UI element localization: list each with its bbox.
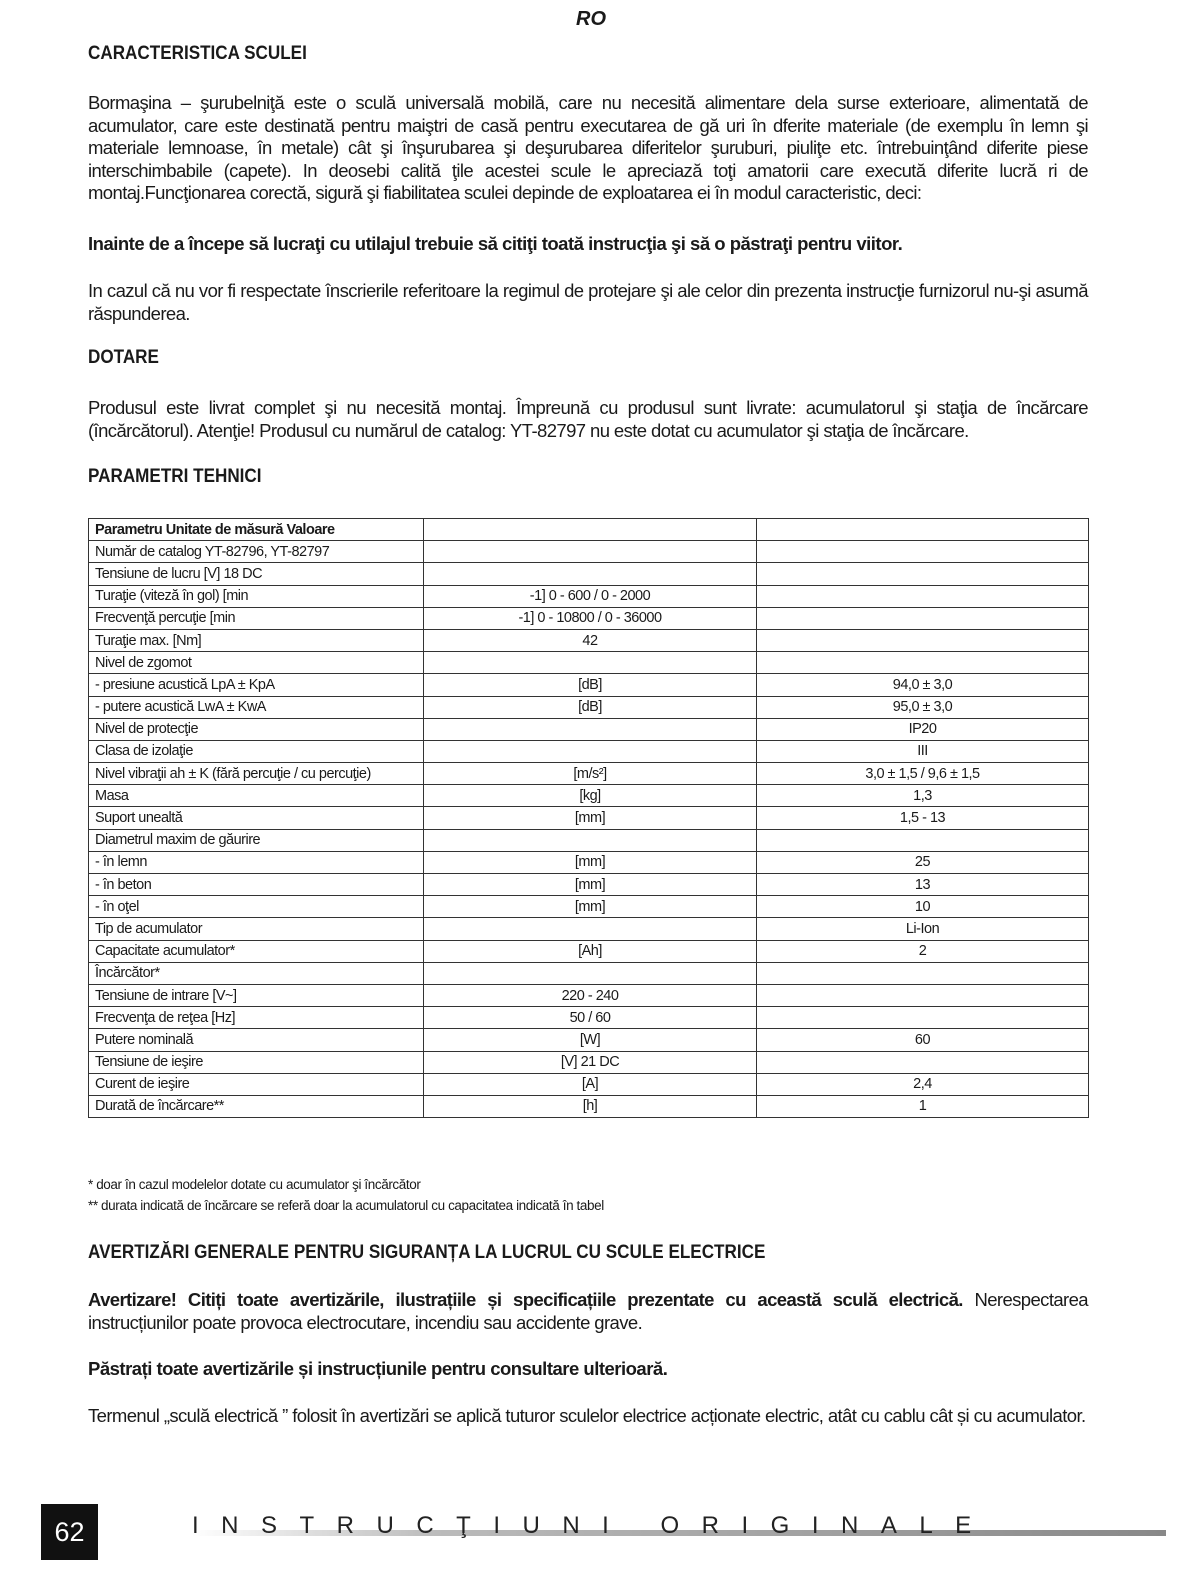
- param-unit-cell: [mm]: [424, 807, 757, 829]
- param-unit-cell: [m/s²]: [424, 763, 757, 785]
- table-row: [89, 652, 1089, 674]
- footnote-accumulator: * doar în cazul modelelor dotate cu acumulator şi încărcător: [88, 1177, 421, 1192]
- param-value-cell: 95,0 ± 3,0: [757, 696, 1089, 718]
- footnote-charging-time: ** durata indicată de încărcare se referă doar la acumulatorul cu capacitatea indicată în tabel: [88, 1198, 604, 1213]
- table-row: [89, 807, 1089, 829]
- param-unit-cell: [424, 962, 757, 984]
- param-value-cell: 1: [757, 1095, 1089, 1117]
- param-name-cell: - putere acustică LwA ± KwA: [89, 696, 424, 718]
- param-value-cell: [757, 519, 1089, 541]
- param-value-cell: [757, 563, 1089, 585]
- param-value-cell: [757, 541, 1089, 563]
- param-value-cell: 94,0 ± 3,0: [757, 674, 1089, 696]
- param-value-cell: 10: [757, 896, 1089, 918]
- param-unit-cell: [Ah]: [424, 940, 757, 962]
- table-row: [89, 674, 1089, 696]
- param-name-cell: Masa: [89, 785, 424, 807]
- language-code: RO: [576, 8, 606, 30]
- param-value-cell: 3,0 ± 1,5 / 9,6 ± 1,5: [757, 763, 1089, 785]
- param-value-cell: [757, 1007, 1089, 1029]
- param-unit-cell: [V] 21 DC: [424, 1051, 757, 1073]
- param-unit-cell: [mm]: [424, 874, 757, 896]
- term-definition-paragraph: Termenul „sculă electrică ” folosit în avertizări se aplică tuturor sculelor electrice acționate electric, atât cu cablu cât și cu acumulator.: [88, 1405, 1086, 1426]
- table-row: [89, 984, 1089, 1006]
- param-value-cell: [757, 629, 1089, 651]
- param-unit-cell: -1] 0 - 600 / 0 - 2000: [424, 585, 757, 607]
- param-value-cell: 13: [757, 874, 1089, 896]
- param-value-cell: [757, 984, 1089, 1006]
- param-value-cell: [757, 1051, 1089, 1073]
- param-name-cell: Tensiune de intrare [V~]: [89, 984, 424, 1006]
- param-name-cell: Capacitate acumulator*: [89, 940, 424, 962]
- table-row: [89, 918, 1089, 940]
- param-value-cell: 1,3: [757, 785, 1089, 807]
- table-row: [89, 519, 1089, 541]
- param-value-cell: IP20: [757, 718, 1089, 740]
- liability-paragraph: In cazul că nu vor fi respectate înscrierile referitoare la regimul de protejare şi ale celor din prezenta instrucţie furnizorul nu-şi asumă răspunderea.: [88, 280, 1088, 324]
- equipment-paragraph: Produsul este livrat complet şi nu necesită montaj. Împreună cu produsul sunt livrate: acumulatorul şi staţia de încărcare (încărcătorul). Atenţie! Produsul cu numărul de catalog: YT-82797 nu este dotat cu acumulator şi staţia de încărcare.: [88, 397, 1088, 441]
- table-row: [89, 1095, 1089, 1117]
- param-name-cell: Nivel de protecţie: [89, 718, 424, 740]
- param-name-cell: Încărcător*: [89, 962, 424, 984]
- param-value-cell: [757, 607, 1089, 629]
- table-row: [89, 696, 1089, 718]
- param-name-cell: Suport unealtă: [89, 807, 424, 829]
- param-name-cell: Număr de catalog YT-82796, YT-82797: [89, 541, 424, 563]
- param-unit-cell: [dB]: [424, 674, 757, 696]
- technical-parameters-table: [88, 518, 1089, 1118]
- table-row: [89, 763, 1089, 785]
- param-value-cell: [757, 585, 1089, 607]
- table-row: [89, 874, 1089, 896]
- table-row: [89, 740, 1089, 762]
- table-row: [89, 541, 1089, 563]
- param-unit-cell: [h]: [424, 1095, 757, 1117]
- footer-title: INSTRUCŢIUNI ORIGINALE: [192, 1512, 994, 1539]
- equipment-heading: DOTARE: [88, 347, 159, 368]
- param-unit-cell: [424, 740, 757, 762]
- param-name-cell: Tensiune de lucru [V] 18 DC: [89, 563, 424, 585]
- param-value-cell: 2,4: [757, 1073, 1089, 1095]
- param-unit-cell: -1] 0 - 10800 / 0 - 36000: [424, 607, 757, 629]
- table-row: [89, 1007, 1089, 1029]
- table-row: [89, 851, 1089, 873]
- safety-warning-paragraph: [88, 1289, 1088, 1334]
- param-unit-cell: [424, 563, 757, 585]
- characteristics-paragraph: Bormaşina – şurubelniţă este o sculă universală mobilă, care nu necesită alimentare dela surse exterioare, alimentată de acumulator, care este destinată pentru maiştri de casă pentru executarea de gă uri în dferite materiale (de exemplu în lemn şi materiale lemnoase, în metale) cât şi înşurubarea şi deşurubarea diferitelor şuruburi, piuliţe etc. întrebuinţând diferite piese interschimbabile (capete). In deosebi calită ţile acestei scule le apreciază toţi amatorii care execută diferite lucră ri de montaj.Funcţionarea corectă, sigură şi fiabilitatea sculei depinde de exploatarea ei în modul caracteristic, deci:: [88, 92, 1088, 203]
- param-name-cell: Nivel vibraţii ah ± K (fără percuţie / cu percuţie): [89, 763, 424, 785]
- param-name-cell: Tip de acumulator: [89, 918, 424, 940]
- table-row: [89, 607, 1089, 629]
- param-name-cell: Frecvenţa de reţea [Hz]: [89, 1007, 424, 1029]
- param-unit-cell: [mm]: [424, 896, 757, 918]
- param-value-cell: 1,5 - 13: [757, 807, 1089, 829]
- param-name-cell: Tensiune de ieşire: [89, 1051, 424, 1073]
- param-unit-cell: 220 - 240: [424, 984, 757, 1006]
- param-name-cell: Turaţie (viteză în gol) [min: [89, 585, 424, 607]
- param-unit-cell: [424, 519, 757, 541]
- technical-parameters-heading: PARAMETRI TEHNICI: [88, 466, 262, 487]
- param-name-cell: Turaţie max. [Nm]: [89, 629, 424, 651]
- param-name-cell: Putere nominală: [89, 1029, 424, 1051]
- table-row: [89, 785, 1089, 807]
- safety-warning-bold: Avertizare! Citiți toate avertizările, ilustrațiile și specificațiile prezentate cu această sculă electrică.: [88, 1289, 963, 1310]
- table-row: [89, 1029, 1089, 1051]
- param-unit-cell: 42: [424, 629, 757, 651]
- param-name-cell: Diametrul maxim de găurire: [89, 829, 424, 851]
- param-value-cell: 60: [757, 1029, 1089, 1051]
- param-value-cell: [757, 652, 1089, 674]
- param-unit-cell: [424, 652, 757, 674]
- table-row: [89, 585, 1089, 607]
- param-name-cell: Parametru Unitate de măsură Valoare: [89, 519, 424, 541]
- param-value-cell: 2: [757, 940, 1089, 962]
- table-row: [89, 829, 1089, 851]
- table-row: [89, 563, 1089, 585]
- param-value-cell: [757, 829, 1089, 851]
- table-row: [89, 1073, 1089, 1095]
- table-row: [89, 629, 1089, 651]
- param-name-cell: - în beton: [89, 874, 424, 896]
- param-unit-cell: [A]: [424, 1073, 757, 1095]
- param-unit-cell: [mm]: [424, 851, 757, 873]
- param-name-cell: - presiune acustică LpA ± KpA: [89, 674, 424, 696]
- param-value-cell: Li-Ion: [757, 918, 1089, 940]
- param-name-cell: Frecvenţă percuţie [min: [89, 607, 424, 629]
- param-unit-cell: 50 / 60: [424, 1007, 757, 1029]
- param-name-cell: - în lemn: [89, 851, 424, 873]
- param-name-cell: Clasa de izolaţie: [89, 740, 424, 762]
- table-row: [89, 940, 1089, 962]
- param-unit-cell: [424, 718, 757, 740]
- param-unit-cell: [424, 918, 757, 940]
- safety-warning-rest: Nerespectarea instrucțiunilor poate provoca electrocutare, incendiu sau accidente grave.: [88, 1289, 1088, 1333]
- table-row: [89, 962, 1089, 984]
- param-value-cell: [757, 962, 1089, 984]
- characteristics-heading: CARACTERISTICA SCULEI: [88, 43, 307, 64]
- table-row: [89, 718, 1089, 740]
- param-name-cell: - în oţel: [89, 896, 424, 918]
- param-unit-cell: [W]: [424, 1029, 757, 1051]
- param-name-cell: Durată de încărcare**: [89, 1095, 424, 1117]
- keep-warnings-line: Păstrați toate avertizările și instrucțiunile pentru consultare ulterioară.: [88, 1358, 668, 1379]
- page-number: 62: [41, 1504, 98, 1560]
- param-name-cell: Nivel de zgomot: [89, 652, 424, 674]
- param-unit-cell: [kg]: [424, 785, 757, 807]
- table-row: [89, 896, 1089, 918]
- read-instructions-warning: Inainte de a începe să lucraţi cu utilajul trebuie să citiţi toată instrucţia şi să o păstraţi pentru viitor.: [88, 233, 903, 254]
- param-unit-cell: [424, 541, 757, 563]
- param-unit-cell: [424, 829, 757, 851]
- param-unit-cell: [dB]: [424, 696, 757, 718]
- param-value-cell: III: [757, 740, 1089, 762]
- safety-heading: AVERTIZĂRI GENERALE PENTRU SIGURANȚA LA LUCRUL CU SCULE ELECTRICE: [88, 1242, 766, 1263]
- table-row: [89, 1051, 1089, 1073]
- param-value-cell: 25: [757, 851, 1089, 873]
- param-name-cell: Curent de ieşire: [89, 1073, 424, 1095]
